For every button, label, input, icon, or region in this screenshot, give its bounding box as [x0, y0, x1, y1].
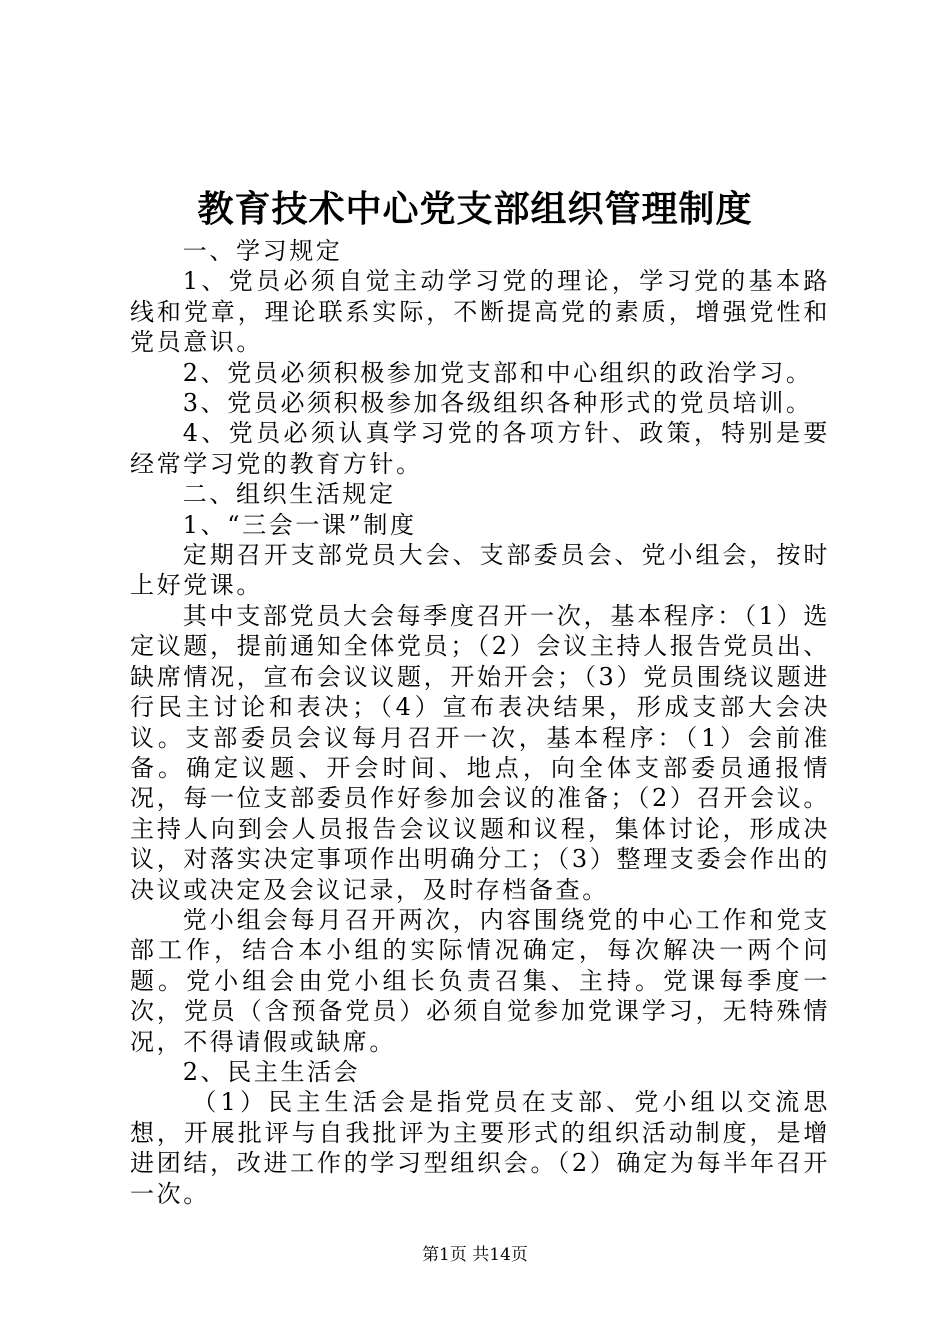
paragraph: 其中支部党员大会每季度召开一次，基本程序：（1）选定议题，提前通知全体党员；（2）会议主持人报告党员出、缺席情况，宣布会议议题，开始开会；（3）党员围绕议题进行民主讨论和表决；（4）宣布表决结果，形成支部大会决议。支部委员会议每月召开一次，基本程序：（1）会前准备。确定议题、开会时间、地点，向全体支部委员通报情况，每一位支部委员作好参加会议的准备；（2）召开会议。主持人向到会人员报告会议议题和议程，集体讨论，形成决议，对落实决定事项作出明确分工；（3）整理支委会作出的决议或决定及会议记录，及时存档备查。: [130, 601, 830, 904]
document-body: [130, 236, 830, 1209]
paragraph: 党小组会每月召开两次，内容围绕党的中心工作和党支部工作，结合本小组的实际情况确定，每次解决一两个问题。党小组会由党小组长负责召集、主持。党课每季度一次，党员（含预备党员）必须自觉参加党课学习，无特殊情况，不得请假或缺席。: [130, 905, 830, 1056]
subsection-heading: 1、“三会一课”制度: [182, 510, 417, 539]
paragraph: 1、党员必须自觉主动学习党的理论，学习党的基本路线和党章，理论联系实际，不断提高党的素质，增强党性和党员意识。: [130, 267, 830, 357]
page-footer: 第1页 共14页: [422, 1245, 528, 1265]
document-title: 教育技术中心党支部组织管理制度: [197, 188, 753, 230]
section-heading: 二、组织生活规定: [182, 480, 396, 509]
paragraph: （1）民主生活会是指党员在支部、党小组以交流思想，开展批评与自我批评为主要形式的组织活动制度，是增进团结，改进工作的学习型组织会。（2）确定为每半年召开一次。: [130, 1088, 830, 1208]
section-heading: 一、学习规定: [182, 237, 343, 265]
paragraph: 定期召开支部党员大会、支部委员会、党小组会，按时上好党课。: [130, 541, 830, 600]
paragraph: 2、党员必须积极参加党支部和中心组织的政治学习。: [182, 358, 813, 387]
paragraph: 3、党员必须积极参加各级组织各种形式的党员培训。: [182, 389, 813, 418]
paragraph: 4、党员必须认真学习党的各项方针、政策，特别是要经常学习党的教育方针。: [130, 419, 830, 478]
subsection-heading: 2、民主生活会: [182, 1057, 361, 1086]
